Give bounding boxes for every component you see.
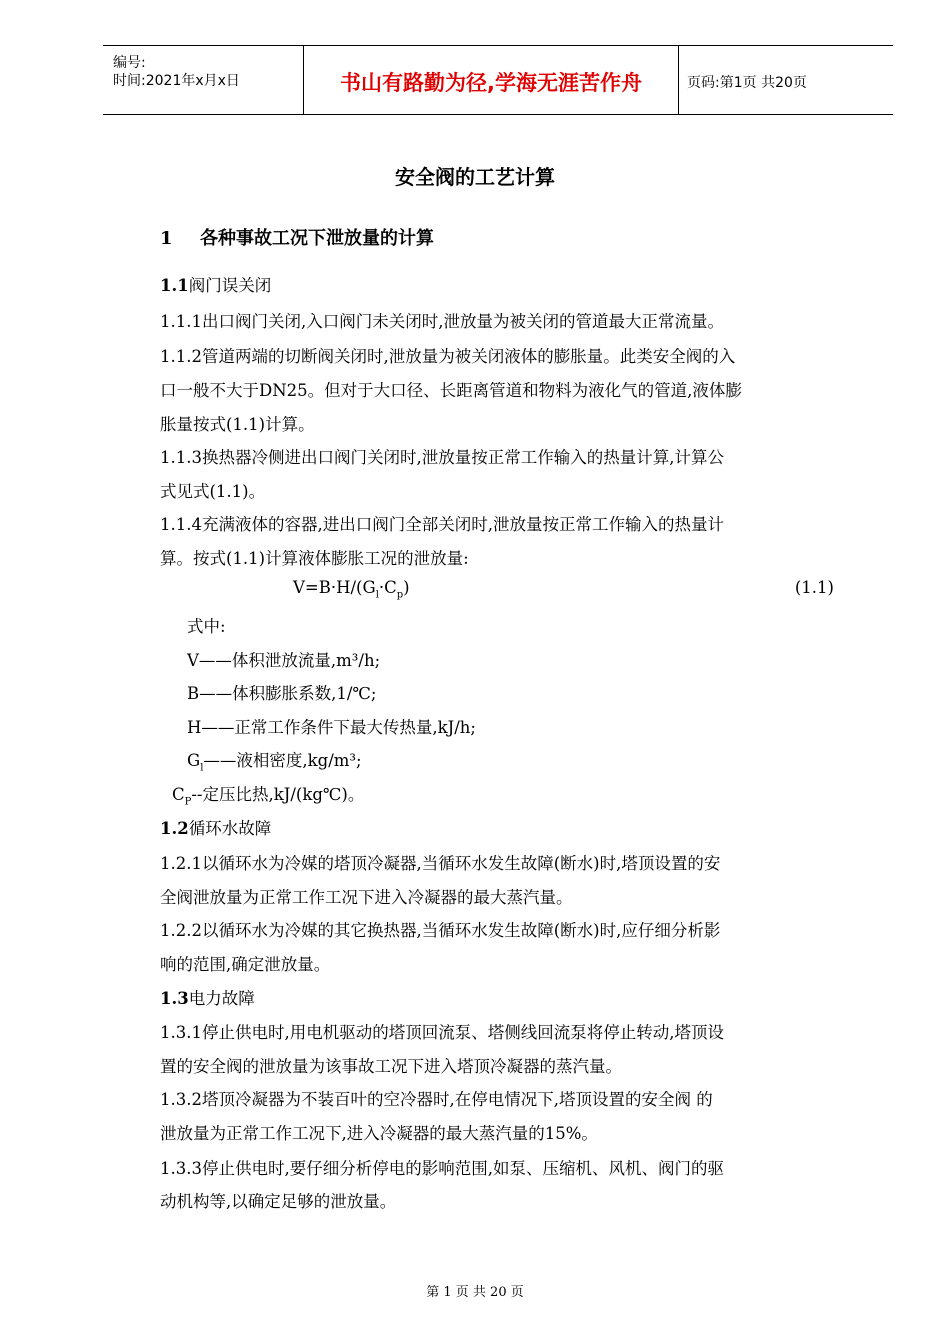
legend-item: B——体积膨胀系数,1/℃; [187, 684, 377, 703]
header-motto-cell [304, 46, 679, 114]
legend-intro: 式中: [187, 617, 226, 636]
subsection-heading [160, 985, 255, 1009]
formula-end: ) [403, 578, 410, 597]
paragraph-line: 置的安全阀的泄放量为该事故工况下进入塔顶冷凝器的蒸汽量。 [160, 1057, 622, 1076]
paragraph-line: 胀量按式(1.1)计算。 [160, 415, 315, 434]
formula-sub: l [375, 589, 379, 601]
formula-mid: ·C [378, 578, 397, 597]
time-label: 时间:2021年x月x日 [113, 73, 240, 89]
legend-subscript: l [200, 762, 204, 774]
page-footer: 第 1 页 共 20 页 [426, 1285, 524, 1300]
paragraph-line: 1.1.1出口阀门关闭,入口阀门未关闭时,泄放量为被关闭的管道最大正常流量。 [160, 312, 724, 331]
paragraph-line: 1.1.4充满液体的容器,进出口阀门全部关闭时,泄放量按正常工作输入的热量计 [160, 515, 724, 534]
legend-item [172, 781, 364, 807]
paragraph-line: 响的范围,确定泄放量。 [160, 955, 331, 974]
subsection-title: 循环水故障 [188, 819, 272, 838]
subsection-heading [160, 815, 271, 839]
formula [293, 578, 410, 600]
legend-text: ——液相密度,kg/m³; [203, 751, 362, 770]
paragraph-line: 动机构等,以确定足够的泄放量。 [160, 1192, 397, 1211]
formula-main: V=B·H/(G [293, 578, 376, 597]
page-info: 页码:第1页 共20页 [687, 75, 807, 91]
subsection-heading [160, 272, 271, 296]
document-title: 安全阀的工艺计算 [395, 165, 555, 189]
paragraph-line: 1.1.3换热器冷侧进出口阀门关闭时,泄放量按正常工作输入的热量计算,计算公 [160, 448, 724, 467]
formula-number: (1.1) [794, 578, 834, 597]
paragraph-line: 算。按式(1.1)计算液体膨胀工况的泄放量: [160, 549, 469, 568]
header-meta-cell [103, 46, 304, 114]
paragraph-line: 式见式(1.1)。 [160, 482, 266, 501]
paragraph-line: 1.2.1以循环水为冷媒的塔顶冷凝器,当循环水发生故障(断水)时,塔顶设置的安 [160, 854, 721, 873]
paragraph-line: 1.2.2以循环水为冷媒的其它换热器,当循环水发生故障(断水)时,应仔细分析影 [160, 921, 721, 940]
number-label: 编号: [113, 55, 146, 71]
formula-sub: p [396, 589, 404, 601]
subsection-number: 1.1 [160, 276, 189, 295]
subsection-number: 1.3 [160, 989, 189, 1008]
subsection-title: 电力故障 [188, 989, 255, 1008]
header-page-cell [679, 46, 893, 114]
paragraph-line: 全阀泄放量为正常工作工况下进入冷凝器的最大蒸汽量。 [160, 888, 573, 907]
paragraph-line: 1.3.1停止供电时,用电机驱动的塔顶回流泵、塔侧线回流泵将停止转动,塔顶设 [160, 1023, 724, 1042]
motto: 书山有路勤为径,学海无涯苦作舟 [340, 71, 642, 95]
legend-symbol: G [187, 751, 201, 770]
paragraph-line: 1.1.2管道两端的切断阀关闭时,泄放量为被关闭液体的膨胀量。此类安全阀的入 [160, 347, 736, 366]
page-header [103, 45, 893, 115]
legend-item: V——体积泄放流量,m³/h; [187, 651, 381, 670]
paragraph-line: 泄放量为正常工作工况下,进入冷凝器的最大蒸汽量的15%。 [160, 1124, 598, 1143]
legend-item: H——正常工作条件下最大传热量,kJ/h; [187, 718, 476, 737]
legend-symbol: C [172, 785, 185, 804]
section-title: 各种事故工况下泄放量的计算 [200, 228, 434, 249]
section-heading [160, 224, 434, 250]
subsection-title: 阀门误关闭 [188, 276, 272, 295]
legend-subscript: P [184, 796, 192, 808]
paragraph-line: 1.3.3停止供电时,要仔细分析停电的影响范围,如泵、压缩机、风机、阀门的驱 [160, 1159, 724, 1178]
section-number: 1 [160, 228, 173, 249]
legend-item [187, 747, 362, 773]
legend-text: --定压比热,kJ/(kg℃)。 [191, 785, 365, 804]
paragraph-line: 口一般不大于DN25。但对于大口径、长距离管道和物料为液化气的管道,液体膨 [160, 381, 742, 400]
paragraph-line: 1.3.2塔顶冷凝器为不装百叶的空冷器时,在停电情况下,塔顶设置的安全阀 的 [160, 1090, 713, 1109]
subsection-number: 1.2 [160, 819, 189, 838]
